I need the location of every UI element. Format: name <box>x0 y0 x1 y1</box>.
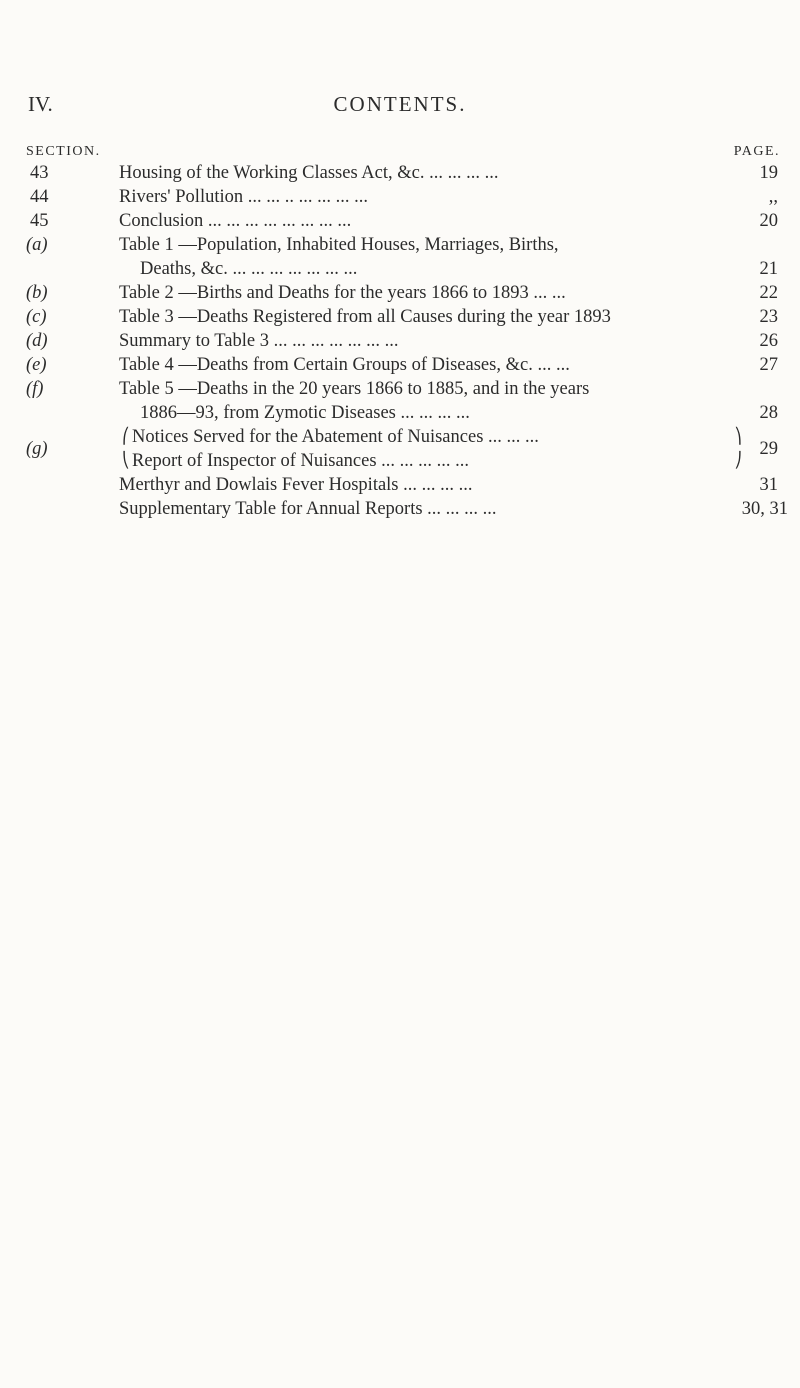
entry-title: Conclusion ... ... ... ... ... ... ... ... <box>119 211 352 231</box>
entry-title: Table 4 —Deaths from Certain Groups of Diseases, &c. ... ... <box>119 355 570 375</box>
toc-entry-d <box>0 332 800 356</box>
entry-page: 20 <box>759 211 778 231</box>
toc-entry-44 <box>0 188 800 212</box>
running-title: CONTENTS. <box>333 92 467 116</box>
entry-page: 21 <box>759 259 778 279</box>
entry-number: (e) <box>26 355 47 375</box>
entry-title-line-2: 1886—93, from Zymotic Diseases ... ... ... ... <box>140 403 470 423</box>
entry-page: 22 <box>759 283 778 303</box>
entry-number: (f) <box>26 379 44 399</box>
entry-title: Table 3 —Deaths Registered from all Causes during the year 1893 <box>119 307 611 327</box>
left-brace-icon: ⎛ <box>122 429 130 445</box>
toc-entry-45 <box>0 212 800 236</box>
entry-title-line-1: Table 1 —Population, Inhabited Houses, Marriages, Births, <box>119 235 559 255</box>
entry-title: Housing of the Working Classes Act, &c. ... ... ... ... <box>119 163 499 183</box>
right-brace-icon: ⎞ <box>734 429 742 445</box>
right-brace-icon: ⎠ <box>734 453 742 469</box>
entry-title: Table 2 —Births and Deaths for the years 1866 to 1893 ... ... <box>119 283 566 303</box>
toc-entry-b <box>0 284 800 308</box>
toc-entry-supplementary-table <box>0 500 800 524</box>
toc-entry-e <box>0 356 800 380</box>
entry-number: (d) <box>26 331 48 351</box>
entry-title-line-2: Deaths, &c. ... ... ... ... ... ... ... <box>140 259 358 279</box>
entry-page: 23 <box>759 307 778 327</box>
toc-entry-a <box>0 236 800 284</box>
toc-entry-g <box>0 428 800 476</box>
entry-number: (b) <box>26 283 48 303</box>
entry-number: 43 <box>30 163 49 183</box>
entry-page: 26 <box>759 331 778 351</box>
entry-number: (g) <box>26 439 48 459</box>
page-column-header: PAGE. <box>733 144 780 159</box>
entry-page: 27 <box>759 355 778 375</box>
entry-number: (a) <box>26 235 48 255</box>
entry-number: (c) <box>26 307 47 327</box>
entry-title-line-2: Report of Inspector of Nuisances ... ... ... ... ... <box>132 451 470 471</box>
toc-entry-c <box>0 308 800 332</box>
page-numeral: IV. <box>28 92 53 116</box>
section-column-header: SECTION. <box>26 144 101 159</box>
entry-page: ,, <box>768 187 778 207</box>
entry-page: 28 <box>759 403 778 423</box>
toc-entry-f <box>0 380 800 428</box>
entry-page: 29 <box>759 439 778 459</box>
entry-title-line-1: Notices Served for the Abatement of Nuisances ... ... ... <box>132 427 539 447</box>
entry-number: 45 <box>30 211 49 231</box>
entry-title: Supplementary Table for Annual Reports ... ... ... ... <box>119 499 497 519</box>
entry-page: 30, 31 <box>741 499 788 519</box>
entry-page: 31 <box>759 475 778 495</box>
toc-entry-fever-hospitals <box>0 476 800 500</box>
entry-title: Rivers' Pollution ... ... .. ... ... ... ... <box>119 187 368 207</box>
left-brace-icon: ⎝ <box>122 453 130 469</box>
entry-page: 19 <box>759 163 778 183</box>
toc-entry-43 <box>0 164 800 188</box>
entry-title: Summary to Table 3 ... ... ... ... ... ... ... <box>119 331 399 351</box>
entry-number: 44 <box>30 187 49 207</box>
entry-title-line-1: Table 5 —Deaths in the 20 years 1866 to 1885, and in the years <box>119 379 590 399</box>
entry-title: Merthyr and Dowlais Fever Hospitals ... ... ... ... <box>119 475 473 495</box>
